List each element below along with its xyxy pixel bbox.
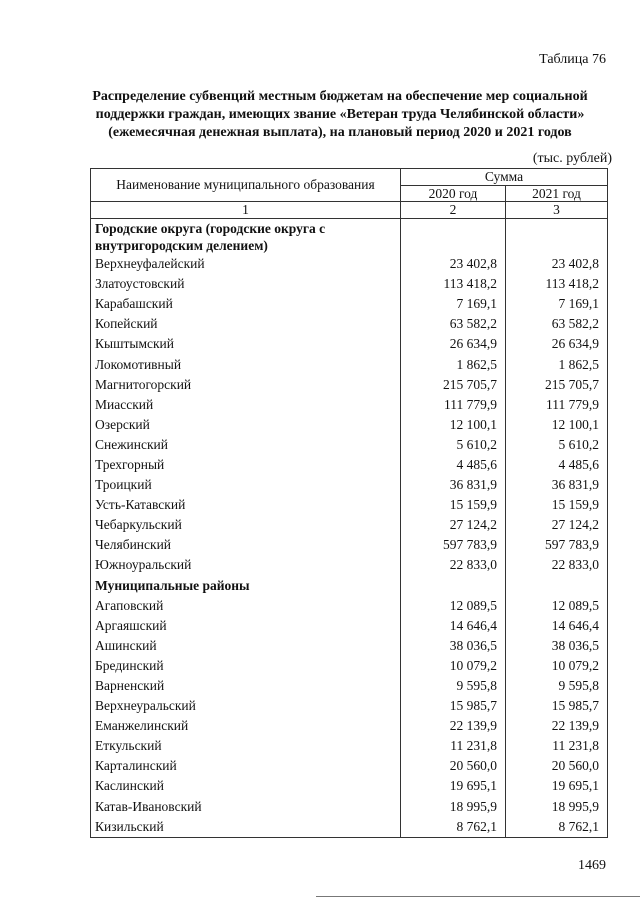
value-2020: 19 695,1 (401, 776, 506, 796)
column-header-sum: Сумма (401, 169, 608, 186)
value-2021: 111 779,9 (506, 395, 608, 415)
value-2020: 113 418,2 (401, 274, 506, 294)
value-2020: 26 634,9 (401, 334, 506, 354)
value-2021: 5 610,2 (506, 435, 608, 455)
table-body (91, 219, 608, 838)
municipality-name: Златоустовский (91, 274, 401, 294)
value-2020: 10 079,2 (401, 656, 506, 676)
value-2021: 18 995,9 (506, 797, 608, 817)
subvention-table (90, 168, 608, 838)
value-2020: 22 139,9 (401, 716, 506, 736)
units-label: (тыс. рублей) (532, 151, 612, 166)
value-2021: 597 783,9 (506, 535, 608, 555)
municipality-name: Копейский (91, 314, 401, 334)
value-2020 (401, 576, 506, 596)
municipality-name: Магнитогорский (91, 375, 401, 395)
value-2021: 10 079,2 (506, 656, 608, 676)
value-2020: 597 783,9 (401, 535, 506, 555)
municipality-name: Агаповский (91, 596, 401, 616)
table-row (91, 555, 608, 575)
municipality-name: Катав-Ивановский (91, 797, 401, 817)
municipality-name: Карталинский (91, 756, 401, 776)
value-2021: 11 231,8 (506, 736, 608, 756)
municipality-name: Чебаркульский (91, 515, 401, 535)
table-row (91, 656, 608, 676)
value-2021: 12 100,1 (506, 415, 608, 435)
table-row (91, 415, 608, 435)
value-2020: 38 036,5 (401, 636, 506, 656)
value-2021: 27 124,2 (506, 515, 608, 535)
value-2021: 63 582,2 (506, 314, 608, 334)
table-row (91, 455, 608, 475)
municipality-name: Еманжелинский (91, 716, 401, 736)
value-2021: 22 833,0 (506, 555, 608, 575)
value-2020: 23 402,8 (401, 254, 506, 274)
municipality-name: Аргаяшский (91, 616, 401, 636)
value-2021: 22 139,9 (506, 716, 608, 736)
value-2020: 215 705,7 (401, 375, 506, 395)
value-2021: 26 634,9 (506, 334, 608, 354)
value-2020: 12 089,5 (401, 596, 506, 616)
value-2020: 18 995,9 (401, 797, 506, 817)
municipality-name: Еткульский (91, 736, 401, 756)
value-2020: 27 124,2 (401, 515, 506, 535)
municipality-name: Челябинский (91, 535, 401, 555)
footer-divider (316, 896, 640, 897)
value-2021: 23 402,8 (506, 254, 608, 274)
value-2021: 15 159,9 (506, 495, 608, 515)
municipality-name: Кизильский (91, 817, 401, 838)
table-row (91, 696, 608, 716)
table-row (91, 294, 608, 314)
table-row (91, 395, 608, 415)
municipality-name: Муниципальные районы (91, 576, 401, 596)
municipality-name: Верхнеуфалейский (91, 254, 401, 274)
value-2020: 1 862,5 (401, 354, 506, 374)
table-row (91, 756, 608, 776)
municipality-name: Озерский (91, 415, 401, 435)
value-2021 (506, 219, 608, 255)
table-row (91, 636, 608, 656)
table-row (91, 776, 608, 796)
table-row (91, 495, 608, 515)
municipality-name: Усть-Катавский (91, 495, 401, 515)
value-2020: 63 582,2 (401, 314, 506, 334)
page-number: 1469 (578, 858, 606, 873)
table-row (91, 817, 608, 838)
value-2020: 20 560,0 (401, 756, 506, 776)
table-row (91, 797, 608, 817)
column-header-name: Наименование муниципального образования (91, 169, 401, 202)
municipality-name: Карабашский (91, 294, 401, 314)
table-row (91, 254, 608, 274)
municipality-name: Снежинский (91, 435, 401, 455)
municipality-name: Миасский (91, 395, 401, 415)
table-row (91, 515, 608, 535)
municipality-name: Ашинский (91, 636, 401, 656)
value-2020: 11 231,8 (401, 736, 506, 756)
municipality-name: Кыштымский (91, 334, 401, 354)
municipality-name: Каслинский (91, 776, 401, 796)
value-2021: 15 985,7 (506, 696, 608, 716)
municipality-name: Южноуральский (91, 555, 401, 575)
table-row (91, 375, 608, 395)
value-2021 (506, 576, 608, 596)
value-2021: 215 705,7 (506, 375, 608, 395)
column-number-1: 1 (91, 202, 401, 219)
column-number-2: 2 (401, 202, 506, 219)
value-2020: 12 100,1 (401, 415, 506, 435)
value-2021: 38 036,5 (506, 636, 608, 656)
value-2020: 15 985,7 (401, 696, 506, 716)
value-2020: 14 646,4 (401, 616, 506, 636)
municipality-name: Трехгорный (91, 455, 401, 475)
table-row (91, 596, 608, 616)
value-2021: 19 695,1 (506, 776, 608, 796)
table-row (91, 435, 608, 455)
value-2020: 8 762,1 (401, 817, 506, 838)
table-row (91, 535, 608, 555)
value-2021: 9 595,8 (506, 676, 608, 696)
table-row (91, 314, 608, 334)
table-row (91, 716, 608, 736)
municipality-name: Троицкий (91, 475, 401, 495)
value-2020: 22 833,0 (401, 555, 506, 575)
municipality-name: Городские округа (городские округа с внутригородским делением) (91, 219, 401, 255)
value-2021: 4 485,6 (506, 455, 608, 475)
column-number-3: 3 (506, 202, 608, 219)
column-header-2021: 2021 год (506, 185, 608, 202)
value-2020: 15 159,9 (401, 495, 506, 515)
value-2020 (401, 219, 506, 255)
value-2020: 5 610,2 (401, 435, 506, 455)
value-2021: 14 646,4 (506, 616, 608, 636)
table-row (91, 616, 608, 636)
municipality-name: Локомотивный (91, 354, 401, 374)
value-2021: 12 089,5 (506, 596, 608, 616)
municipality-name: Брединский (91, 656, 401, 676)
table-row (91, 475, 608, 495)
value-2021: 1 862,5 (506, 354, 608, 374)
table-row (91, 736, 608, 756)
value-2021: 7 169,1 (506, 294, 608, 314)
value-2021: 8 762,1 (506, 817, 608, 838)
table-row (91, 219, 608, 255)
table-row (91, 274, 608, 294)
column-header-2020: 2020 год (401, 185, 506, 202)
value-2021: 36 831,9 (506, 475, 608, 495)
value-2020: 9 595,8 (401, 676, 506, 696)
value-2020: 7 169,1 (401, 294, 506, 314)
municipality-name: Варненский (91, 676, 401, 696)
table-row (91, 576, 608, 596)
municipality-name: Верхнеуральский (91, 696, 401, 716)
value-2020: 111 779,9 (401, 395, 506, 415)
table-row (91, 676, 608, 696)
table-row (91, 354, 608, 374)
value-2021: 113 418,2 (506, 274, 608, 294)
document-title: Распределение субвенций местным бюджетам на обеспечение мер социальной поддержки граждан, имеющих звание «Ветеран труда Челябинской области» (ежемесячная денежная выплата), на плановый период 2020 и 2021 годов (92, 89, 588, 140)
value-2020: 4 485,6 (401, 455, 506, 475)
value-2020: 36 831,9 (401, 475, 506, 495)
table-row (91, 334, 608, 354)
value-2021: 20 560,0 (506, 756, 608, 776)
table-label: Таблица 76 (539, 52, 606, 67)
